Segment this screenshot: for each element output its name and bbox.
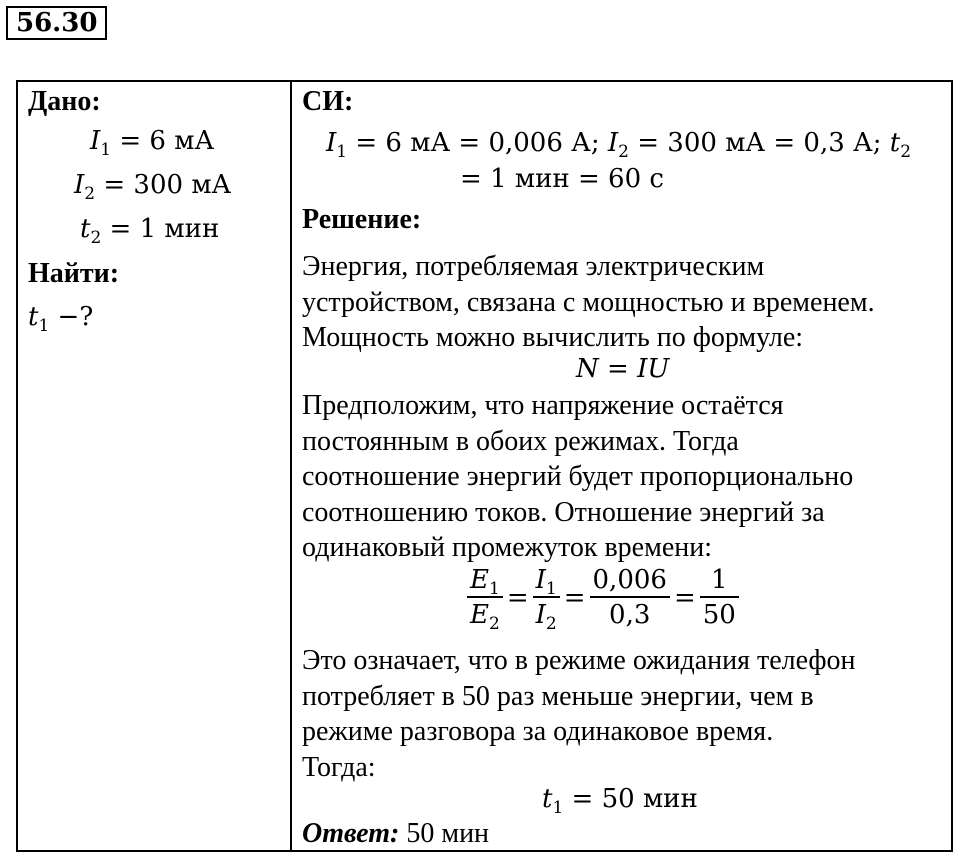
power-formula: N = IU — [576, 354, 670, 384]
answer-line — [302, 818, 489, 850]
solution-paragraph-1: Энергия, потребляемая электрическим устройством, связана с мощностью и временем. Мощность можно вычислить по формуле: — [302, 251, 875, 353]
given-header: Дано: — [28, 86, 101, 117]
given-t2: $t_2 = 1$ мин — [80, 214, 220, 248]
solution-paragraph-3: Это означает, что в режиме ожидания телефон потребляет в 50 раз меньше энергии, чем в режиме разговора за одинаковое время. Тогда: — [302, 645, 856, 783]
solution-table — [16, 80, 953, 852]
fraction-i1-i2: $\frac{I_1}{I_2}$ — [533, 564, 560, 632]
result-formula: $t_1 = 50$ мин — [542, 784, 698, 818]
fraction-result: $\frac{1}{50}$ — [700, 564, 739, 632]
fraction-values: $\frac{0,006}{0,3}$ — [590, 564, 670, 632]
si-line-2: = 1 мин = 60 с — [460, 164, 664, 194]
solution-header: Решение: — [302, 204, 422, 235]
given-i2: $I_2 = 300$ мА — [74, 170, 232, 204]
problem-number: 56.30 — [6, 6, 107, 40]
column-divider — [290, 82, 292, 850]
fraction-e1-e2: $\frac{E_1}{E_2}$ — [467, 564, 503, 632]
find-header: Найти: — [28, 258, 120, 289]
find-t1: $t_1$ −? — [28, 302, 94, 336]
energy-ratio-formula: $\frac{E_1}{E_2}$ = $\frac{I_1}{I_2}$ = $\frac{0,006}{0,3}$ = $\frac{1}{50}$ — [467, 564, 739, 632]
solution-paragraph-2: Предположим, что напряжение остаётся постоянным в обоих режимах. Тогда соотношение энергий будет пропорционально соотношению токов. Отношение энергий за одинаковый промежуток времени: — [302, 390, 854, 563]
answer-value: 50 мин — [399, 818, 490, 849]
answer-label: Ответ: — [302, 818, 400, 849]
si-line-1: $I_1 = 6$ мА = 0,006 А; $I_2 = 300$ мА = 0,3 А; $t_2$ — [326, 128, 912, 162]
si-header: СИ: — [302, 86, 354, 117]
given-i1: $I_1 = 6$ мА — [90, 126, 215, 160]
